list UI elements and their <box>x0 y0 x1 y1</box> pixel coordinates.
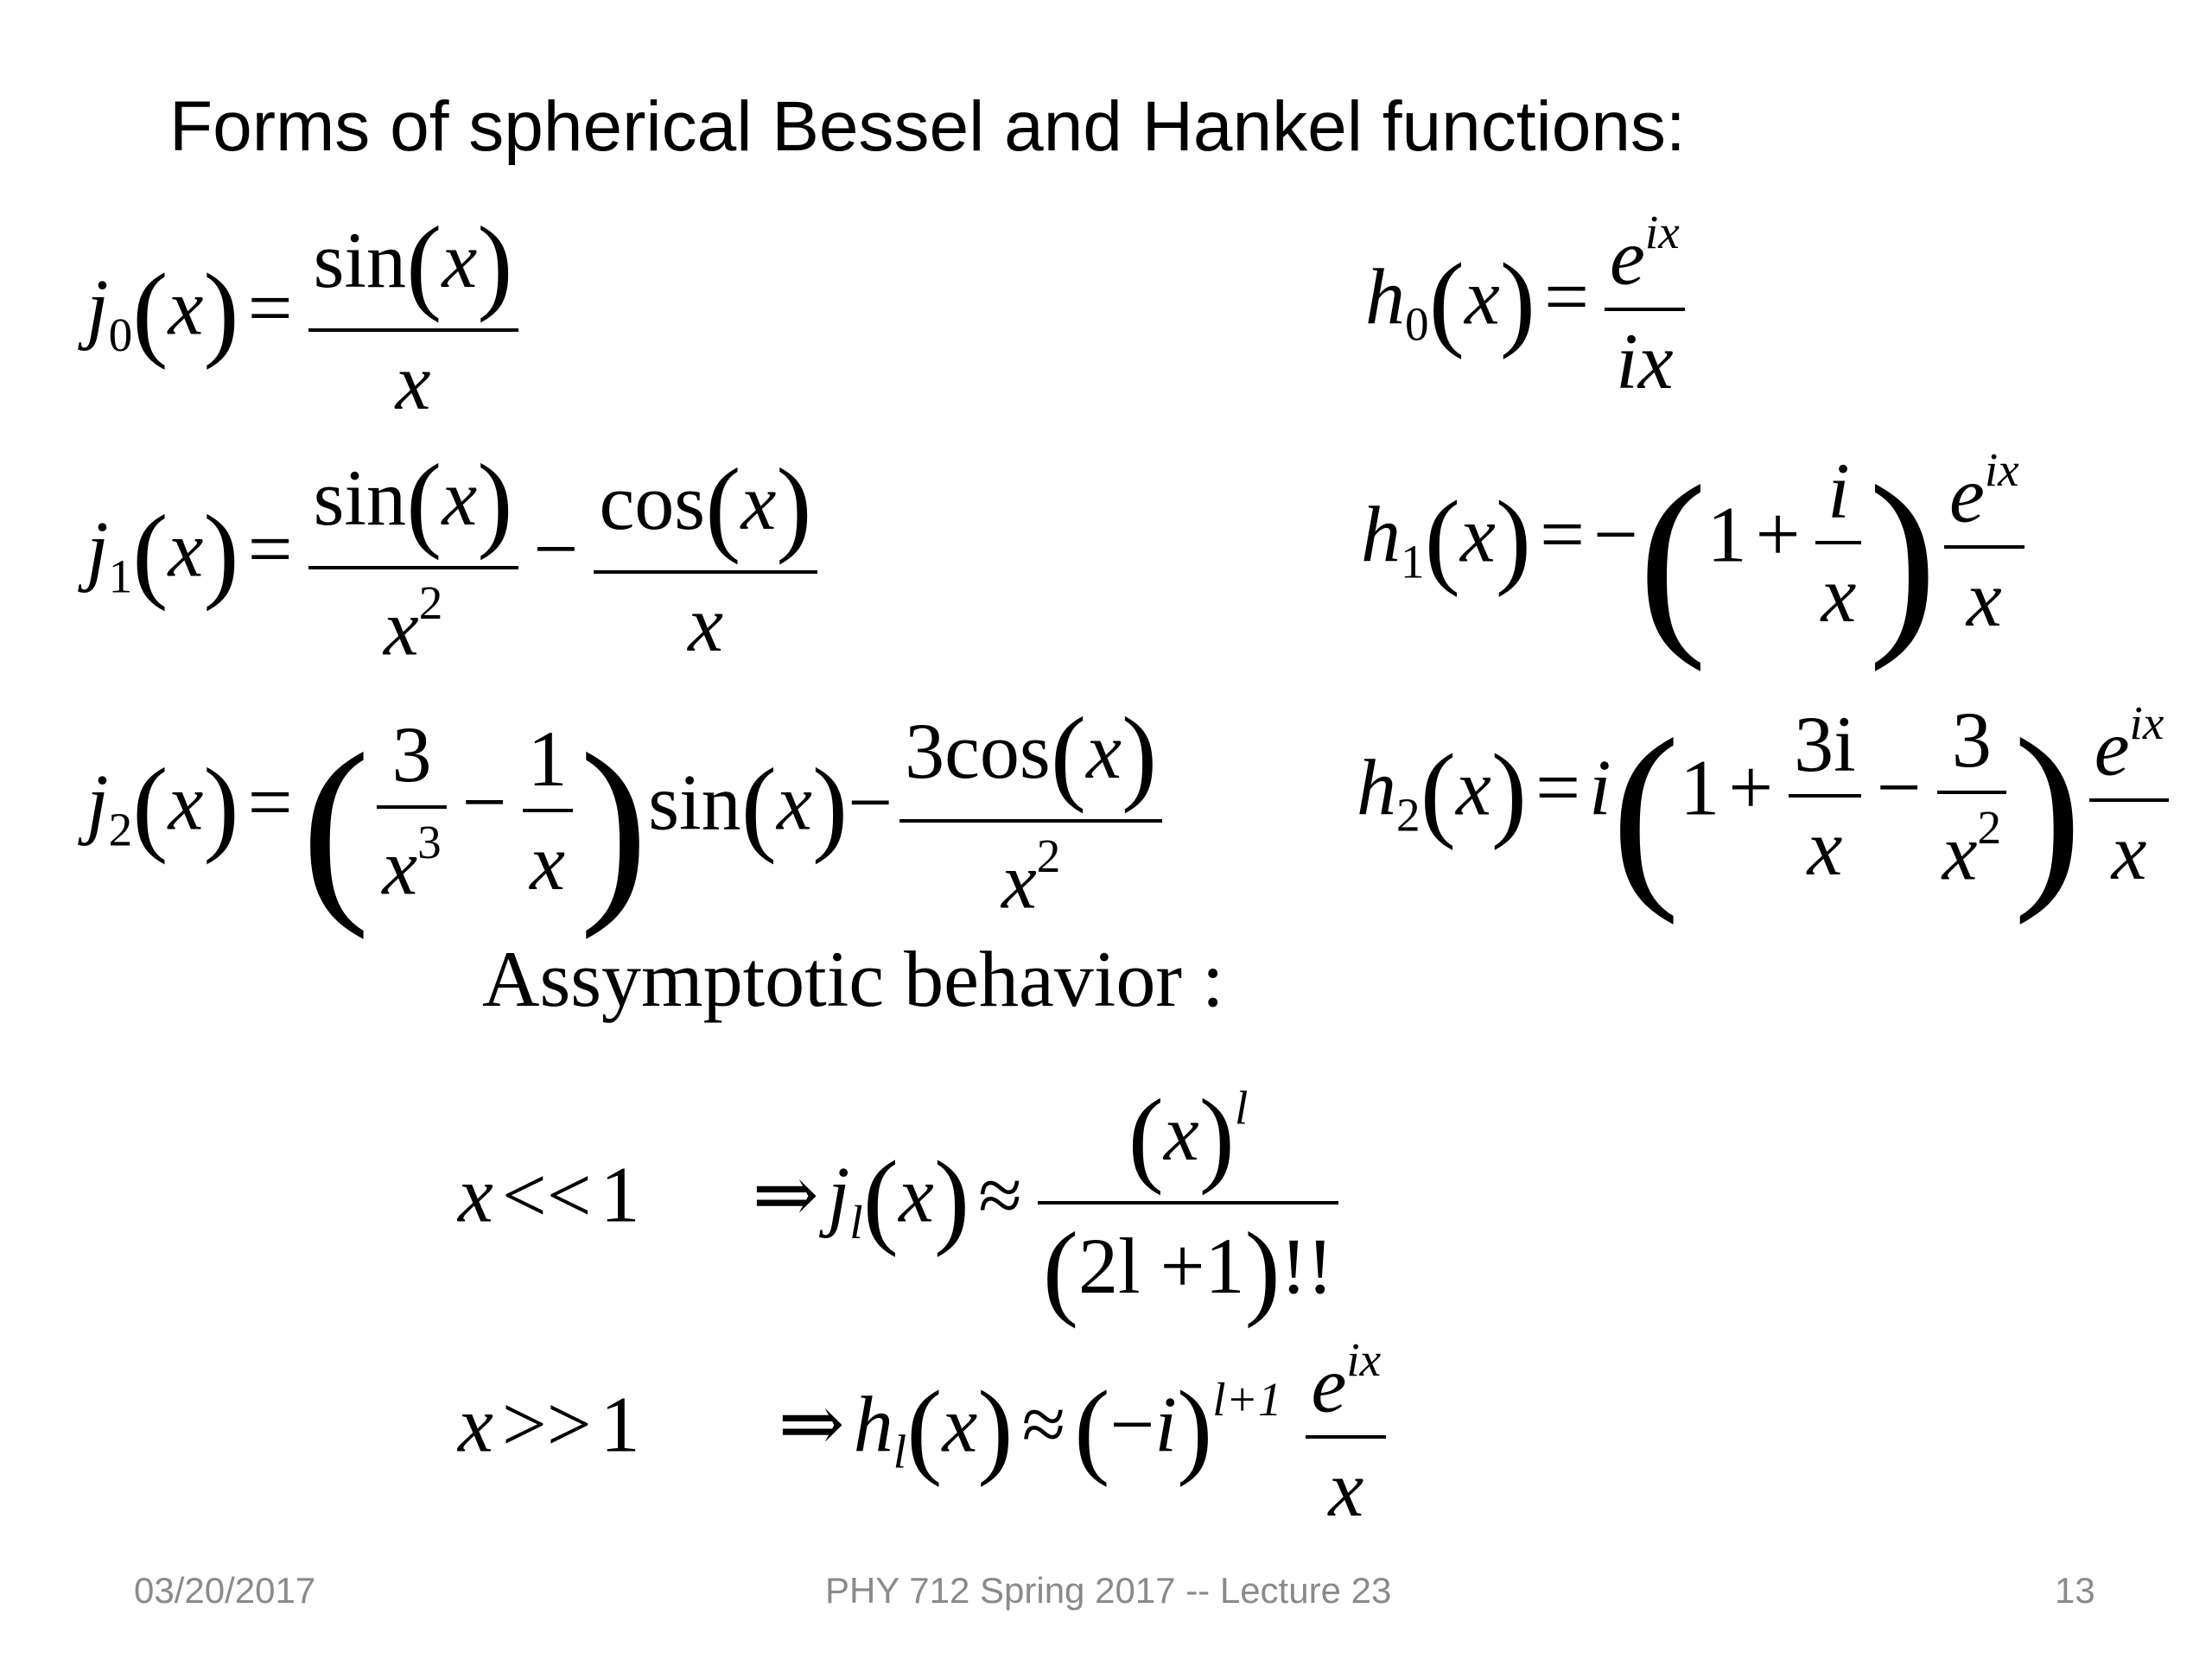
slide-title: Forms of spherical Bessel and Hankel functions: <box>169 87 1686 166</box>
asymptotic-heading: Assymptotic behavior : <box>482 935 1224 1023</box>
equation-large-x: x >> 1 ⇒ $h_l(x) \approx(-i)^{l+1}$ $\frac{e^{ix}}{x}$ <box>458 1335 1393 1531</box>
footer-course: PHY 712 Spring 2017 -- Lecture 23 <box>825 1570 1392 1611</box>
footer-date: 03/20/2017 <box>134 1570 316 1611</box>
footer-page-number: 13 <box>2055 1570 2095 1611</box>
equation-j2: $j_2(x)$ =( $\frac{3}{x^3}$ − $\frac{1}{x}$ )sin(x)− $\frac{3\cos(x)}{x^2}$ <box>86 698 1169 923</box>
equation-j1: $j_1(x)$ = $\frac{\sin(x)}{x^2}$ − $\frac{\cos(x)}{x}$ <box>86 445 824 670</box>
equation-h0: $h_0(x)$ = $\frac{e^{ix}}{ix}$ <box>1365 207 1692 404</box>
equation-j0: $j_0(x)$ = $\frac{\sin(x)}{x}$ <box>86 207 525 424</box>
equation-h2: $h_2(x) = i(1$ + $\frac{3i}{x}$ − $\frac{3}{x^2}$ ) $\frac{e^{ix}}{x}$ <box>1357 698 2176 894</box>
equation-small-x: x << 1 ⇒ $j_l(x)$ ≈ $\frac{(x)^l}{(2l +1)!!}$ <box>458 1080 1345 1326</box>
equation-h1: $h_1(x) = -(1$ + $\frac{i}{x}$ ) $\frac{e^{ix}}{x}$ <box>1361 445 2031 641</box>
